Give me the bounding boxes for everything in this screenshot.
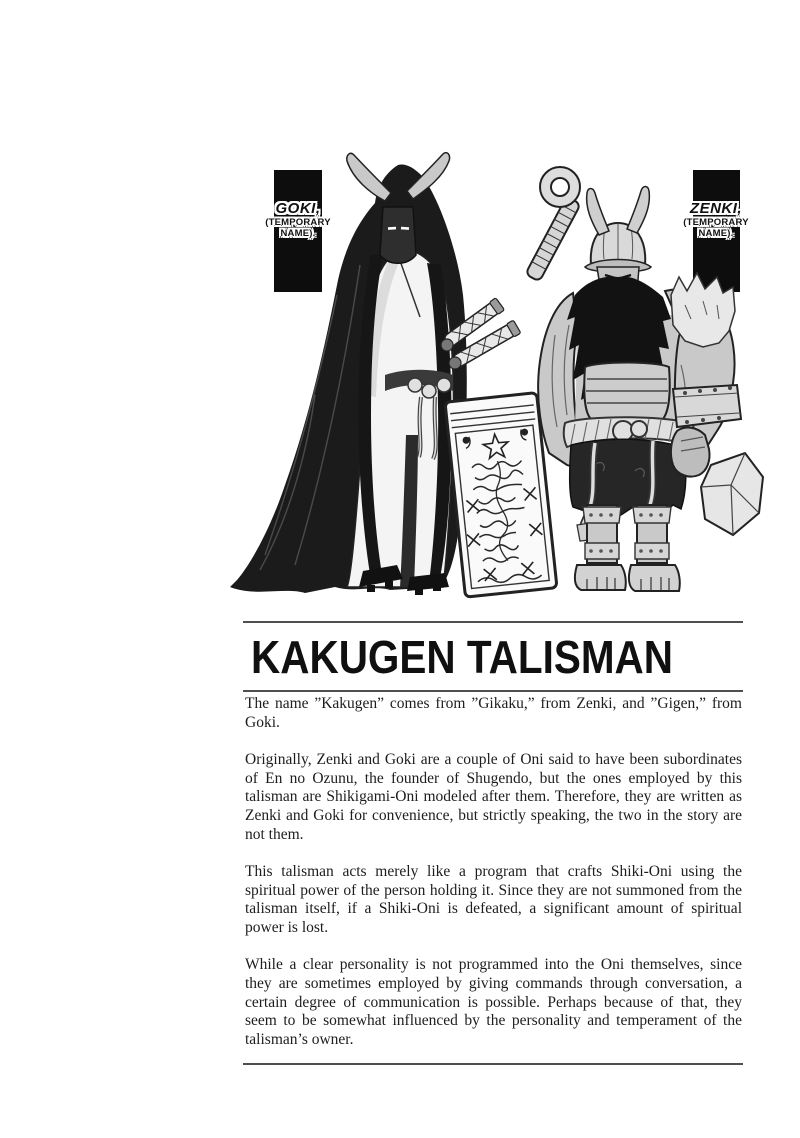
rule-bottom xyxy=(243,1063,743,1065)
goki-subtitle-line2: NAME). xyxy=(280,228,316,239)
zenki-helmet xyxy=(585,187,651,273)
zenki-mallet xyxy=(701,453,763,535)
rule-above-title xyxy=(243,621,743,623)
zenki-ring-sword xyxy=(525,167,580,282)
zenki-subtitle-line2: NAME). xyxy=(698,228,734,239)
artwork xyxy=(225,135,775,615)
zenki-bracer xyxy=(673,385,741,427)
goki-label xyxy=(233,201,363,239)
goki-subtitle-line1: (TEMPORARY xyxy=(265,217,331,228)
zenki-fur-mantle xyxy=(671,273,735,347)
paragraph-2: Originally, Zenki and Goki are a couple of Oni said to have been subordinates of En no Ozunu, the founder of Shugendo, but the ones employed by this talisman are Shikigami-Oni modeled after them. Therefore, they are written as Zenki and Goki for convenience, but strictly speaking, the two in the story are not them. xyxy=(245,750,742,843)
zenki-skirt xyxy=(570,439,686,515)
paragraph-4: While a clear personality is not programmed into the Oni themselves, since they are sometimes employed by giving commands through conversation, a certain degree of communication is possible. Perhaps because of that, they seem to be somewhat influenced by the personality and temperament of the talisman’s owner. xyxy=(245,956,742,1049)
article-body xyxy=(245,695,742,1050)
zenki-subtitle-line1: (TEMPORARY xyxy=(683,217,749,228)
zenki-feet xyxy=(575,565,680,591)
goki-name: GOKI, xyxy=(275,200,321,217)
zenki-label xyxy=(651,201,781,239)
section-title: KAKUGEN TALISMAN xyxy=(251,631,674,683)
paragraph-1: The name ”Kakugen” comes from ”Gikaku,” from Zenki, and ”Gigen,” from Goki. xyxy=(245,695,742,731)
zenki-name: ZENKI, xyxy=(689,200,743,217)
zenki-fist xyxy=(671,428,710,477)
talisman-card xyxy=(445,393,557,598)
zenki-legs xyxy=(583,505,671,563)
paragraph-3: This talisman acts merely like a program that crafts Shiki-Oni using the spiritual power of the person holding it. Since they are not summoned from the talisman itself, if a Shiki-Oni is defeated, a significant amount of spiritual power is lost. xyxy=(245,862,742,937)
rule-below-title xyxy=(243,690,743,692)
